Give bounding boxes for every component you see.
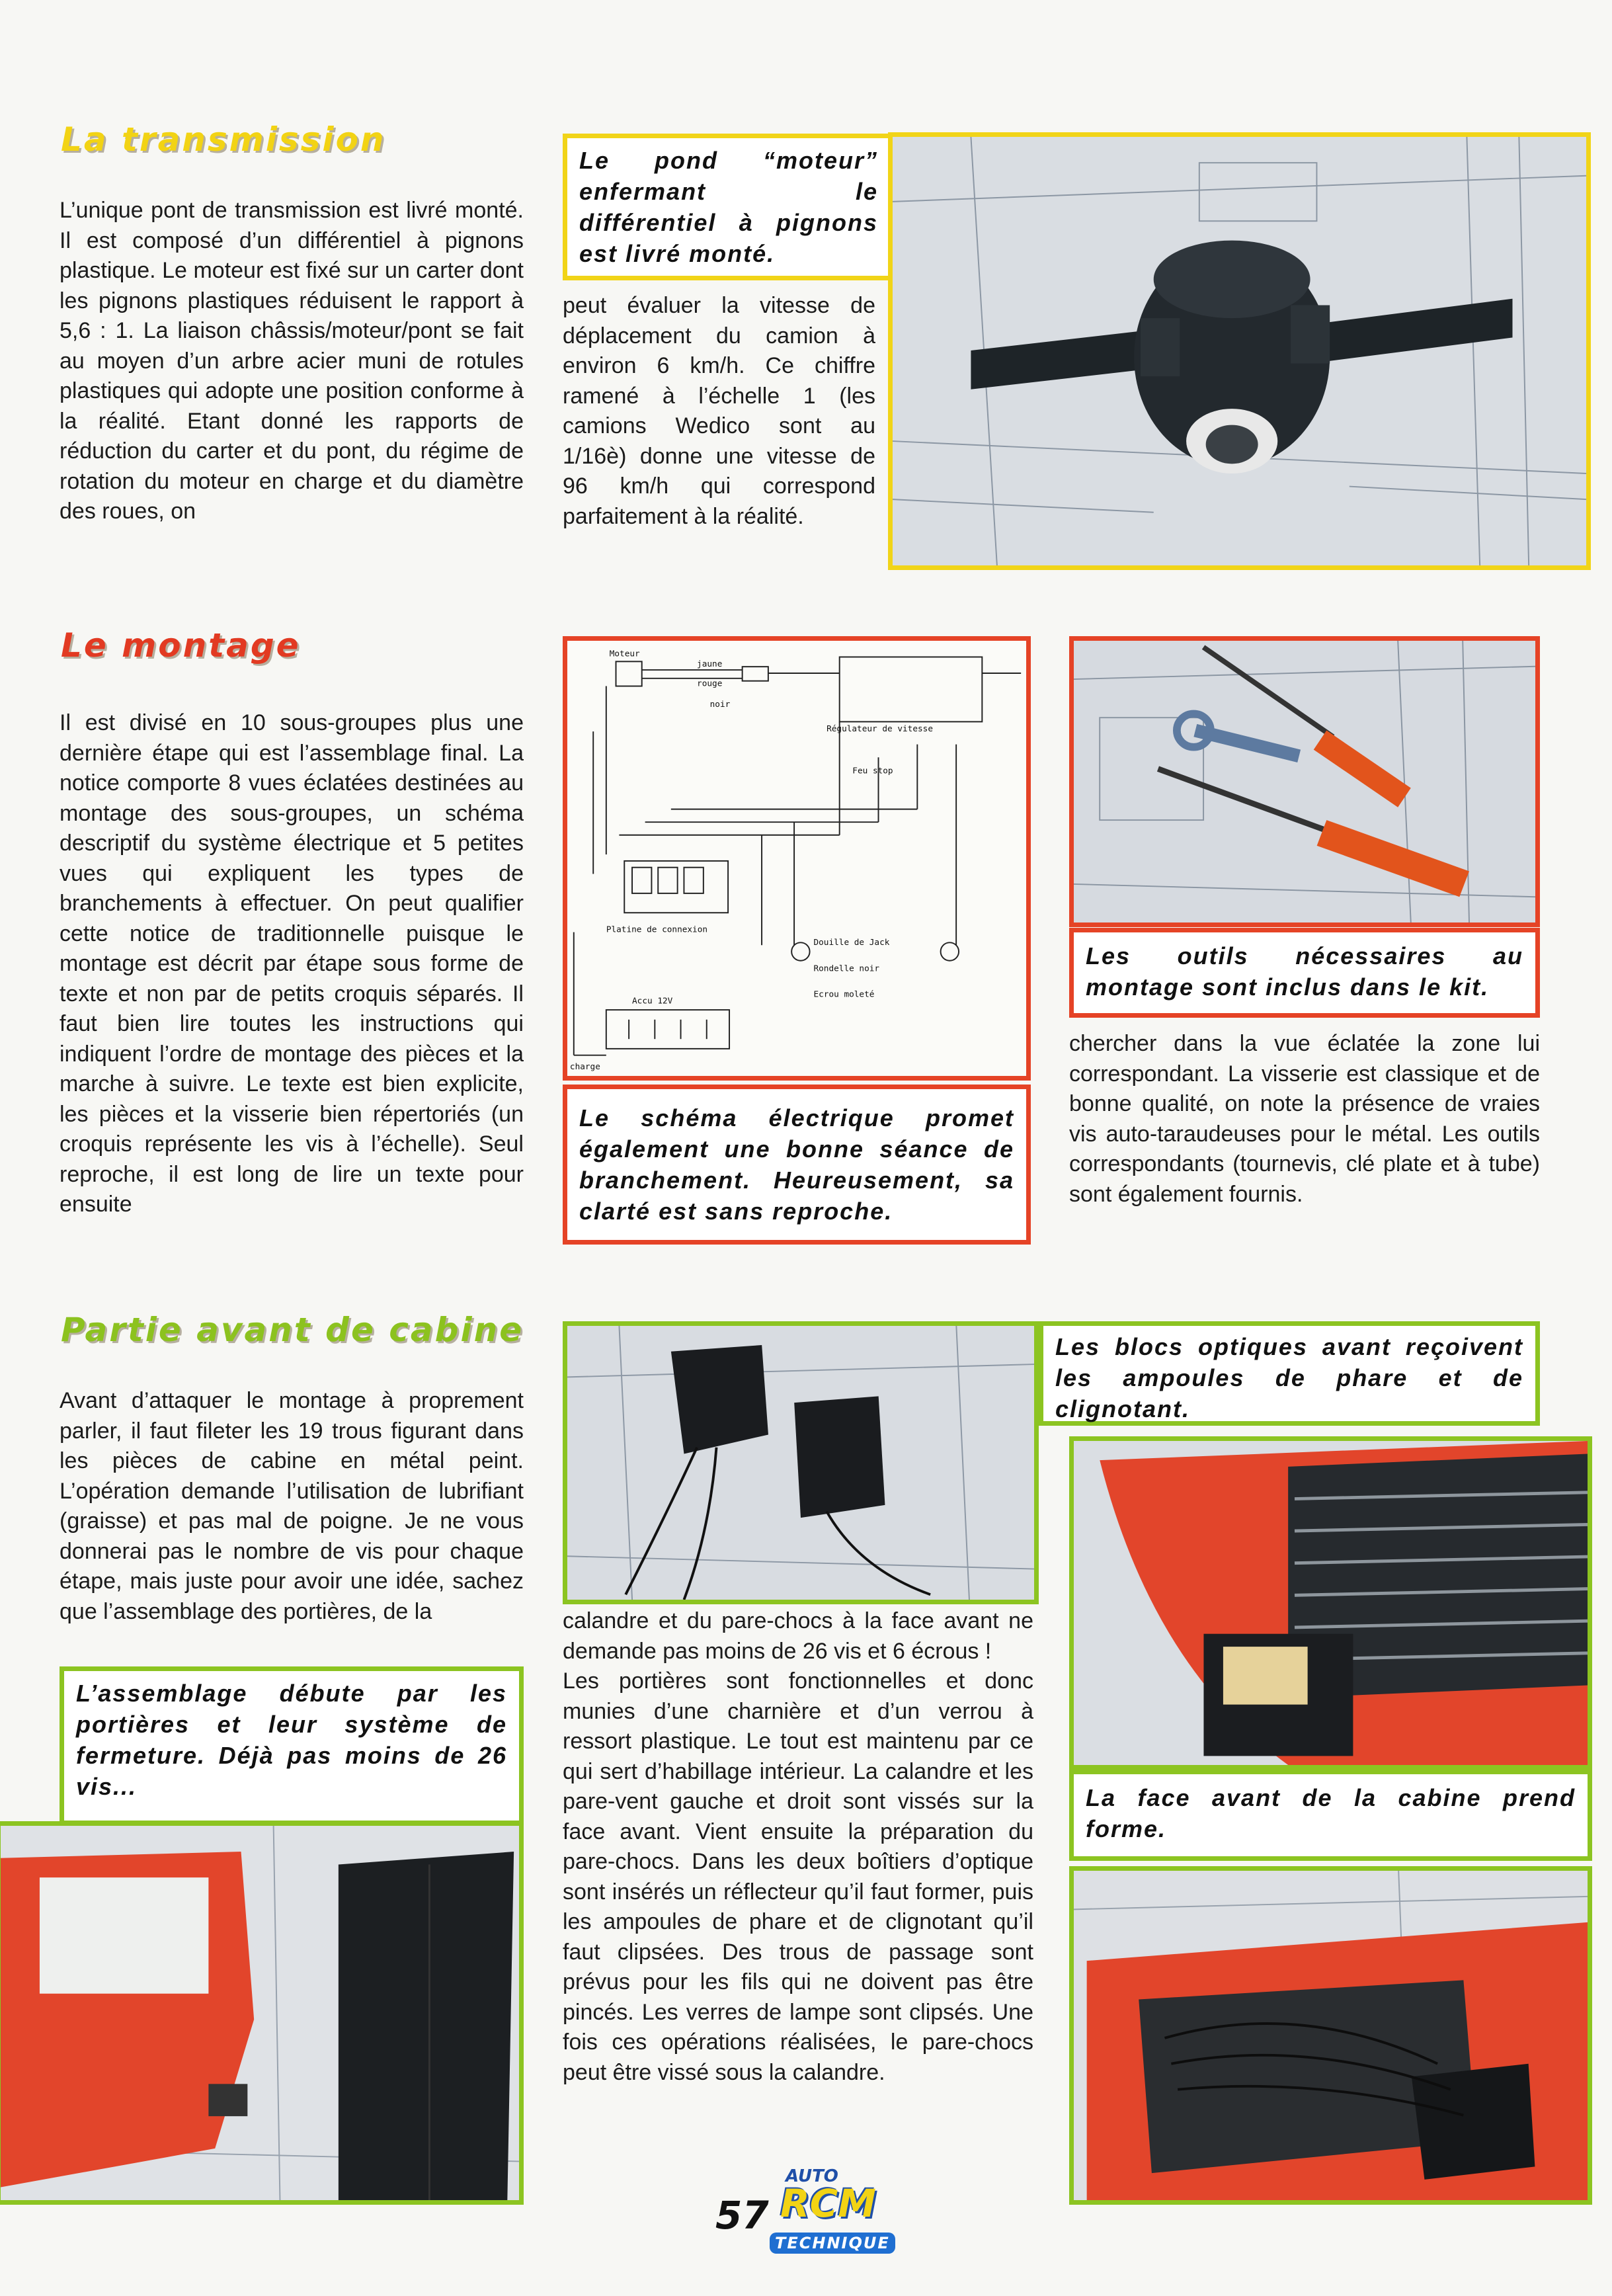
cabine-text-col2: calandre et du pare-chocs à la face avant ne demande pas moins de 26 vis et 6 écrous ! Les portières sont fonctionnelles et donc munies d’une charnière et d’un verrou à ressort plastique. Le tout est maintenu par ce qui sert d’habillage intérieur. La calandre et les pare-vent gauche et droit sont vissés sur la face avant. Vient ensuite la préparation du pare-chocs. Dans les deux boîtiers d’optique sont insérés un réflecteur qu’il faut former, puis les ampoules de phare et de clignotant qu’il faut clipsées. Des trous de passage sont prévus pour les fils qui ne doivent pas être pincés. Les verres de lampe sont clipsés. Une fois ces opérations réalisées, le pare-chocs peut être vissé sous la calandre. (563, 1608, 1033, 2085)
magazine-logo (767, 2166, 893, 2272)
diagram-label-noir: noir (709, 699, 731, 710)
photo-cabin-wiring (1069, 1866, 1592, 2205)
diagram-label-jaune: jaune (697, 659, 723, 670)
diagram-electrical (563, 636, 1031, 1081)
caption-schema: Le schéma électrique promet également une bonne séance de branchement. Heureusement, sa clarté est sans reproche. (563, 1085, 1031, 1245)
diagram-label-platine: Platine de connexion (606, 924, 708, 935)
diagram-label-ecrou: Ecrou moleté (813, 989, 875, 1000)
caption-face: La face avant de la cabine prend forme. (1069, 1770, 1592, 1861)
montage-text-col1: Il est divisé en 10 sous-groupes plus une dernière étape qui est l’assemblage final. La notice comporte 8 vues éclatées destinées au montage des sous-groupes, un schéma descriptif du système électrique et 5 petites vues qui expliquent les types de branchements à effectuer. On peut qualifier cette notice de traditionnelle puisque le montage est décrit par étape sous forme de texte et non par de petits croquis séparés. Il faut bien lire toutes les instructions qui indiquent l’ordre de montage des pièces et la marche à suivre. Le texte est bien explicite, les pièces et la visserie bien répertoriés (un croquis représente les vis à l’échelle). Seul reproche, il est long de lire un texte pour ensuite (60, 710, 524, 1217)
photo-optical-blocks (563, 1321, 1039, 1604)
diagram-label-douille: Douille de Jack (813, 938, 890, 948)
caption-doors: L’assemblage débute par les portières et leur système de fermeture. Déjà pas moins de 26 vis... (60, 1666, 524, 1825)
montage-text-col3: chercher dans la vue éclatée la zone lui correspondant. La visserie est classique et de bonne qualité, on note la présence de vraies vis auto-taraudeuses pour le métal. Les outils correspondants (tournevis, clé plate et à tube) sont également fournis. (1069, 1031, 1540, 1207)
heading-transmission: La transmission (61, 120, 386, 159)
caption-pont-moteur: Le pond “moteur” enfermant le différentiel à pignons est livré monté. (563, 134, 895, 280)
heading-montage: Le montage (61, 626, 301, 665)
diagram-label-rouge: rouge (697, 678, 723, 689)
diagram-label-regulateur: Régulateur de vitesse (826, 724, 933, 735)
transmission-text-col2: peut évaluer la vitesse de déplacement du camion à environ 6 km/h. Ce chiffre ramené à l’échelle 1 (les camions Wedico sont au 1/16è) donne une vitesse de 96 km/h qui correspond parfaitement à la réalité. (563, 293, 875, 529)
diagram-label-moteur: Moteur (609, 649, 640, 659)
cabine-text-col1: Avant d’attaquer le montage à proprement parler, il faut fileter les 19 trous figurant dans les pièces de cabine en métal peint. L’opération demande l’utilisation de lubrifiant (graisse) et pas mal de poigne. Je ne vous donnerai pas le nombre de vis pour chaque étape, mais juste pour avoir une idée, sachez que l’assemblage des portières, de la (60, 1388, 524, 1624)
diagram-label-feu-stop: Feu stop (852, 766, 893, 776)
diagram-label-accu: Accu 12V (632, 996, 673, 1006)
caption-optics: Les blocs optiques avant reçoivent les ampoules de phare et de clignotant. (1039, 1321, 1540, 1426)
page-number: 57 (715, 2193, 769, 2238)
caption-tools: Les outils nécessaires au montage sont inclus dans le kit. (1069, 928, 1540, 1018)
diagram-label-charge: charge (569, 1062, 600, 1073)
logo-auto: AUTO (786, 2166, 838, 2186)
photo-front-cabin (1069, 1436, 1592, 1770)
logo-technique: TECHNIQUE (770, 2233, 895, 2254)
heading-cabine: Partie avant de cabine (61, 1311, 524, 1349)
photo-tools (1069, 636, 1540, 927)
transmission-text-col1: L’unique pont de transmission est livré monté. Il est composé d’un différentiel à pignons plastique. Le moteur est fixé sur un carter dont les pignons plastiques réduisent le rapport à 5,6 : 1. La liaison châssis/moteur/pont se fait au moyen d’un arbre acier muni de rotules plastiques qui adopte une position conforme à la réalité. Etant donné les rapports de réduction du carter et du pont, du régime de rotation du moteur en charge et du diamètre des roues, on (60, 198, 524, 524)
photo-doors (0, 1821, 524, 2205)
diagram-label-rondelle: Rondelle noir (813, 964, 880, 974)
photo-differential (888, 132, 1591, 570)
logo-rcm: RCM (780, 2181, 876, 2226)
